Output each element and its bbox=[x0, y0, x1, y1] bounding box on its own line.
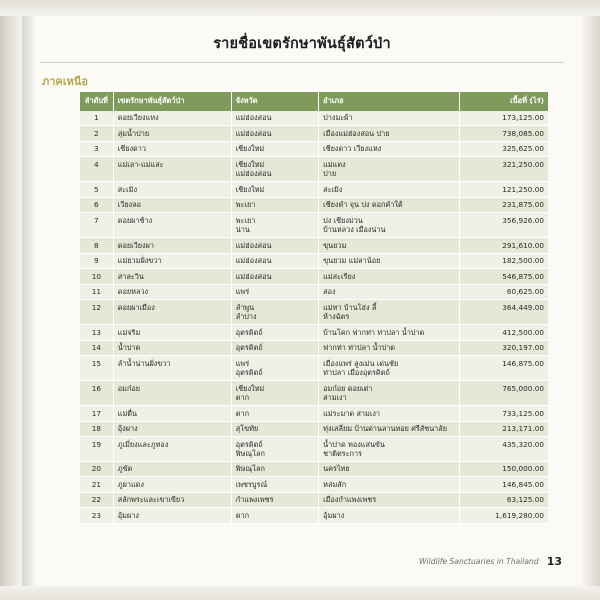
cell-province-line: แม่ฮ่องสอน bbox=[235, 271, 272, 281]
cell-district-line: ปาย bbox=[323, 169, 337, 179]
cell-province-line: เชียงใหม่ bbox=[235, 159, 265, 169]
cell-district-line: ชาติตระการ bbox=[323, 449, 362, 458]
cell-sanctuary-name: ลำน้ำน่านฝั่งขวา bbox=[113, 356, 231, 381]
cell-sanctuary-name: ภูเมี่ยงและภูทอง bbox=[113, 437, 231, 462]
cell-sanctuary-name: ดอยหลวง bbox=[113, 284, 231, 299]
sanctuary-table bbox=[80, 92, 548, 524]
cell-province bbox=[231, 182, 318, 197]
cell-area: 765,000.00 bbox=[459, 381, 548, 406]
table-row bbox=[80, 437, 548, 462]
table-row bbox=[80, 421, 548, 436]
table-row bbox=[80, 213, 548, 238]
cell-no: 3 bbox=[80, 141, 113, 156]
cell-area: 364,449.00 bbox=[459, 300, 548, 325]
column-header-province: จังหวัด bbox=[231, 92, 318, 111]
cell-province bbox=[231, 492, 318, 507]
cell-no: 10 bbox=[80, 269, 113, 284]
cell-province-line: พะเยา bbox=[235, 215, 256, 225]
cell-province bbox=[231, 238, 318, 253]
cell-district-line: สะเมิง bbox=[323, 184, 343, 194]
cell-district bbox=[319, 157, 460, 182]
cell-area: 60,625.00 bbox=[459, 284, 548, 299]
cell-no: 4 bbox=[80, 157, 113, 182]
cell-area: 546,875.00 bbox=[459, 269, 548, 284]
cell-province bbox=[231, 508, 318, 523]
cell-area: 435,320.00 bbox=[459, 437, 548, 462]
cell-sanctuary-name: อุ้งผาง bbox=[113, 421, 231, 436]
cell-district-line: แม่ระมาด สามเงา bbox=[323, 408, 380, 418]
cell-sanctuary-name: ดอยเวียงแหง bbox=[113, 111, 231, 126]
cell-sanctuary-name: แม่เลา-แม่แสะ bbox=[113, 157, 231, 182]
cell-district bbox=[319, 325, 460, 340]
cell-area: 321,250.00 bbox=[459, 157, 548, 182]
column-header-district: อำเภอ bbox=[319, 92, 460, 111]
cell-province-line: แม่ฮ่องสอน bbox=[235, 256, 272, 266]
cell-province bbox=[231, 111, 318, 126]
cell-district-line: ฟากท่า ท่าปลา น้ำปาด bbox=[323, 343, 396, 353]
cell-area: 291,610.00 bbox=[459, 238, 548, 253]
cell-area: 356,926.00 bbox=[459, 213, 548, 238]
cell-no: 8 bbox=[80, 238, 113, 253]
cell-sanctuary-name: อุ้มผาง bbox=[113, 508, 231, 523]
cell-province-line: ตาก bbox=[235, 408, 249, 418]
cell-province-line: พะเยา bbox=[235, 200, 256, 210]
cell-province bbox=[231, 356, 318, 381]
cell-province-line: พิษณุโลก bbox=[235, 449, 265, 458]
cell-district bbox=[319, 213, 460, 238]
cell-district-line: เมืองแม่ฮ่องสอน ปาย bbox=[323, 128, 390, 138]
cell-province-line: ตาก bbox=[235, 510, 249, 520]
cell-sanctuary-name: แม่จริม bbox=[113, 325, 231, 340]
table-row bbox=[80, 284, 548, 299]
cell-area: 231,875.00 bbox=[459, 197, 548, 212]
table-row bbox=[80, 126, 548, 141]
table-row bbox=[80, 269, 548, 284]
cell-province-line: แพร่ bbox=[235, 358, 250, 368]
cell-sanctuary-name: ภูขัด bbox=[113, 461, 231, 476]
cell-district-line: ทุ่งเสลี่ยม บ้านด่านลานหอย ศรีสัชนาลัย bbox=[323, 424, 448, 434]
table-row bbox=[80, 157, 548, 182]
book-binding-shadow bbox=[22, 16, 36, 586]
cell-province-line: กำแพงเพชร bbox=[235, 495, 274, 505]
cell-district-line: เมืองแพร่ สูงเม่น เด่นชัย bbox=[323, 358, 399, 368]
cell-district bbox=[319, 269, 460, 284]
title-divider bbox=[40, 62, 564, 63]
cell-sanctuary-name: สะเมิง bbox=[113, 182, 231, 197]
table-row bbox=[80, 406, 548, 421]
cell-no: 13 bbox=[80, 325, 113, 340]
table-row bbox=[80, 182, 548, 197]
cell-district-line: น้ำปาด ทองแสนขัน bbox=[323, 439, 385, 449]
cell-district bbox=[319, 300, 460, 325]
cell-district-line: บ้านหลวง เมืองน่าน bbox=[323, 225, 386, 235]
cell-province bbox=[231, 141, 318, 156]
cell-sanctuary-name: ภูผาแดง bbox=[113, 477, 231, 492]
table-row bbox=[80, 477, 548, 492]
cell-district bbox=[319, 421, 460, 436]
cell-district-line: ปง เชียงม่วน bbox=[323, 215, 363, 225]
cell-province-line: แม่ฮ่องสอน bbox=[235, 113, 272, 123]
cell-province bbox=[231, 340, 318, 355]
cell-area: 173,125.00 bbox=[459, 111, 548, 126]
cell-no: 23 bbox=[80, 508, 113, 523]
cell-province bbox=[231, 421, 318, 436]
cell-district bbox=[319, 508, 460, 523]
cell-no: 1 bbox=[80, 111, 113, 126]
cell-district bbox=[319, 381, 460, 406]
cell-area: 733,125.00 bbox=[459, 406, 548, 421]
cell-province bbox=[231, 213, 318, 238]
cell-district-line: เชียงคำ จุน ปง ดอกคำใต้ bbox=[323, 200, 403, 210]
cell-province-line: ลำพูน bbox=[235, 302, 255, 312]
column-header-area: เนื้อที่ (ไร่) bbox=[459, 92, 548, 111]
cell-district-line: ปางมะผ้า bbox=[323, 113, 353, 123]
cell-district bbox=[319, 253, 460, 268]
cell-province bbox=[231, 437, 318, 462]
cell-no: 7 bbox=[80, 213, 113, 238]
table-row bbox=[80, 356, 548, 381]
cell-sanctuary-name: สลักพระและเขาเขียว bbox=[113, 492, 231, 507]
cell-no: 2 bbox=[80, 126, 113, 141]
page-left-edge bbox=[0, 0, 22, 600]
table-row bbox=[80, 238, 548, 253]
table-header bbox=[80, 92, 548, 111]
cell-area: 146,845.00 bbox=[459, 477, 548, 492]
cell-sanctuary-name: ดอยเวียงผา bbox=[113, 238, 231, 253]
table-header-row bbox=[80, 92, 548, 111]
cell-area: 412,500.00 bbox=[459, 325, 548, 340]
cell-no: 9 bbox=[80, 253, 113, 268]
cell-province bbox=[231, 406, 318, 421]
cell-no: 21 bbox=[80, 477, 113, 492]
cell-district bbox=[319, 284, 460, 299]
cell-sanctuary-name: เชียงดาว bbox=[113, 141, 231, 156]
cell-province-line: พิษณุโลก bbox=[235, 464, 265, 474]
cell-district-line: เมืองกำแพงเพชร bbox=[323, 495, 377, 505]
cell-district-line: สามเงา bbox=[323, 393, 347, 403]
cell-province-line: ตาก bbox=[235, 393, 249, 403]
cell-province-line: ลำปาง bbox=[235, 312, 257, 322]
cell-no: 18 bbox=[80, 421, 113, 436]
cell-district bbox=[319, 406, 460, 421]
cell-district-line: หล่มสัก bbox=[323, 479, 347, 489]
cell-no: 12 bbox=[80, 300, 113, 325]
cell-area: 182,500.00 bbox=[459, 253, 548, 268]
footer-page-number: 13 bbox=[546, 555, 562, 568]
page-footer bbox=[419, 555, 562, 568]
page-title: รายชื่อเขตรักษาพันธุ์สัตว์ป่า bbox=[213, 36, 391, 52]
cell-province bbox=[231, 284, 318, 299]
cell-province bbox=[231, 325, 318, 340]
cell-district-line: ท่าปลา เมืองอุตรดิตถ์ bbox=[323, 368, 390, 378]
cell-province-line: เชียงใหม่ bbox=[235, 144, 265, 154]
page-sheet bbox=[22, 16, 582, 586]
cell-province bbox=[231, 477, 318, 492]
cell-district-line: แม่ทา บ้านโฮ่ง ลี้ bbox=[323, 302, 377, 312]
cell-area: 146,875.00 bbox=[459, 356, 548, 381]
cell-district bbox=[319, 238, 460, 253]
table-row bbox=[80, 300, 548, 325]
cell-sanctuary-name: อมก๋อย bbox=[113, 381, 231, 406]
cell-no: 22 bbox=[80, 492, 113, 507]
column-header-name: เขตรักษาพันธุ์สัตว์ป่า bbox=[113, 92, 231, 111]
cell-province bbox=[231, 197, 318, 212]
cell-no: 14 bbox=[80, 340, 113, 355]
table-row bbox=[80, 492, 548, 507]
table-row bbox=[80, 325, 548, 340]
cell-district-line: ห้างฉัตร bbox=[323, 312, 350, 322]
page-top-edge bbox=[0, 0, 600, 16]
cell-province-line: เชียงใหม่ bbox=[235, 383, 265, 393]
cell-area: 738,085.00 bbox=[459, 126, 548, 141]
cell-district-line: สอง bbox=[323, 287, 336, 297]
cell-no: 19 bbox=[80, 437, 113, 462]
cell-province-line: เชียงใหม่ bbox=[235, 184, 265, 194]
table-row bbox=[80, 111, 548, 126]
page-bottom-edge bbox=[0, 586, 600, 600]
cell-province bbox=[231, 126, 318, 141]
cell-province-line: แพร่ bbox=[235, 287, 250, 297]
cell-area: 325,625.00 bbox=[459, 141, 548, 156]
table-row bbox=[80, 340, 548, 355]
cell-sanctuary-name: ดอยผาเมือง bbox=[113, 300, 231, 325]
cell-province-line: น่าน bbox=[235, 225, 250, 235]
cell-sanctuary-name: เวียงลอ bbox=[113, 197, 231, 212]
cell-province-line: อุตรดิตถ์ bbox=[235, 368, 263, 378]
cell-province-line: สุโขทัย bbox=[235, 424, 259, 434]
cell-no: 11 bbox=[80, 284, 113, 299]
cell-district bbox=[319, 492, 460, 507]
cell-district-line: บ้านโคก ฟากท่า ท่าปลา น้ำปาด bbox=[323, 327, 425, 337]
cell-sanctuary-name: แม่ตื่น bbox=[113, 406, 231, 421]
footer-caption: Wildlife Sanctuaries in Thailand bbox=[419, 557, 539, 566]
cell-area: 1,619,280.00 bbox=[459, 508, 548, 523]
cell-province-line: แม่ฮ่องสอน bbox=[235, 240, 272, 250]
cell-district-line: นครไทย bbox=[323, 464, 350, 474]
cell-district-line: ขุนยวม แม่ลาน้อย bbox=[323, 256, 381, 266]
cell-no: 5 bbox=[80, 182, 113, 197]
cell-area: 213,171.00 bbox=[459, 421, 548, 436]
cell-district bbox=[319, 182, 460, 197]
cell-district-line: ขุนยวม bbox=[323, 240, 347, 250]
cell-sanctuary-name: แม่ยวมฝั่งขวา bbox=[113, 253, 231, 268]
table-row bbox=[80, 253, 548, 268]
cell-sanctuary-name: ดอยผาช้าง bbox=[113, 213, 231, 238]
cell-sanctuary-name: ลุ่มน้ำปาย bbox=[113, 126, 231, 141]
cell-district bbox=[319, 340, 460, 355]
cell-area: 63,125.00 bbox=[459, 492, 548, 507]
cell-province bbox=[231, 269, 318, 284]
cell-province-line: แม่ฮ่องสอน bbox=[235, 169, 272, 179]
cell-province-line: อุตรดิตถ์ bbox=[235, 439, 263, 449]
table-row bbox=[80, 508, 548, 523]
column-header-no: ลำดับที่ bbox=[80, 92, 113, 111]
table-row bbox=[80, 141, 548, 156]
cell-district bbox=[319, 477, 460, 492]
table-row bbox=[80, 461, 548, 476]
region-label: ภาคเหนือ bbox=[42, 75, 88, 88]
cell-area: 150,000.00 bbox=[459, 461, 548, 476]
table-body bbox=[80, 111, 548, 524]
cell-province bbox=[231, 381, 318, 406]
cell-district bbox=[319, 126, 460, 141]
cell-district-line: แม่สะเรียง bbox=[323, 271, 356, 281]
cell-district-line: อมก๋อย ดอยเต่า bbox=[323, 383, 373, 393]
cell-district bbox=[319, 437, 460, 462]
cell-district-line: แม่แตง bbox=[323, 159, 346, 169]
cell-area: 320,197.00 bbox=[459, 340, 548, 355]
cell-no: 6 bbox=[80, 197, 113, 212]
cell-province-line: แม่ฮ่องสอน bbox=[235, 128, 272, 138]
cell-no: 16 bbox=[80, 381, 113, 406]
table-row bbox=[80, 381, 548, 406]
cell-no: 17 bbox=[80, 406, 113, 421]
cell-sanctuary-name: สาละวิน bbox=[113, 269, 231, 284]
cell-sanctuary-name: น้ำปาด bbox=[113, 340, 231, 355]
cell-no: 20 bbox=[80, 461, 113, 476]
cell-province-line: อุตรดิตถ์ bbox=[235, 343, 263, 353]
cell-province bbox=[231, 461, 318, 476]
cell-district bbox=[319, 141, 460, 156]
cell-province-line: เพชรบูรณ์ bbox=[235, 479, 268, 489]
cell-province bbox=[231, 300, 318, 325]
cell-district bbox=[319, 356, 460, 381]
cell-district bbox=[319, 197, 460, 212]
cell-district bbox=[319, 461, 460, 476]
cell-province bbox=[231, 157, 318, 182]
page-right-edge bbox=[582, 0, 600, 600]
cell-province bbox=[231, 253, 318, 268]
cell-district-line: เชียงดาว เวียงแหง bbox=[323, 144, 382, 154]
cell-area: 121,250.00 bbox=[459, 182, 548, 197]
cell-province-line: อุตรดิตถ์ bbox=[235, 327, 263, 337]
cell-no: 15 bbox=[80, 356, 113, 381]
cell-district bbox=[319, 111, 460, 126]
table-row bbox=[80, 197, 548, 212]
cell-district-line: อุ้มผาง bbox=[323, 510, 345, 520]
